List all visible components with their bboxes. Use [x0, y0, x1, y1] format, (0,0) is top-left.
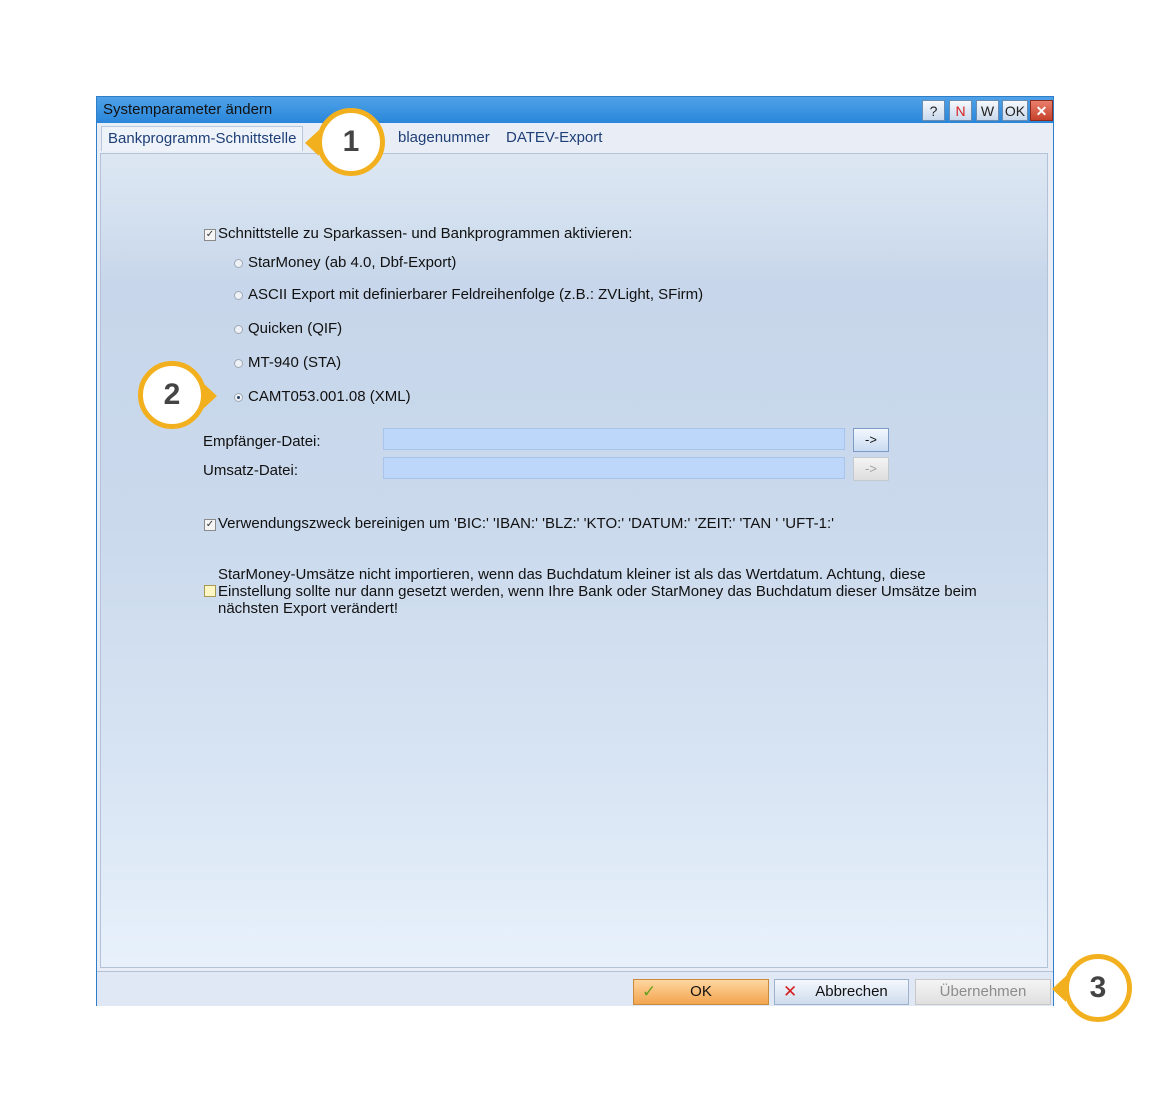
- empfaenger-datei-label: Empfänger-Datei:: [203, 433, 321, 450]
- enable-interface-label: Schnittstelle zu Sparkassen- und Bankprogrammen aktivieren:: [218, 225, 633, 242]
- cancel-button[interactable]: [774, 979, 909, 1005]
- w-button[interactable]: W: [976, 100, 999, 121]
- apply-button-label: Übernehmen: [939, 983, 1027, 1000]
- button-bar: [97, 971, 1053, 1006]
- empfaenger-datei-field[interactable]: [383, 428, 845, 450]
- title-bar: [97, 97, 1053, 123]
- option-ascii-label: ASCII Export mit definierbarer Feldreihenfolge (z.B.: ZVLight, SFirm): [248, 286, 704, 303]
- radio-quicken[interactable]: [234, 325, 243, 334]
- n-button[interactable]: N: [949, 100, 972, 121]
- umsatz-datei-label: Umsatz-Datei:: [203, 462, 299, 479]
- radio-mt940[interactable]: [234, 359, 243, 368]
- umsatz-datei-field[interactable]: [383, 457, 845, 479]
- radio-camt053[interactable]: [234, 393, 243, 402]
- starmoney-nicht-importieren-checkbox[interactable]: [204, 585, 216, 597]
- cancel-button-label: Abbrechen: [815, 983, 888, 1000]
- option-quicken-label: Quicken (QIF): [248, 320, 343, 337]
- ok-button-label: OK: [690, 983, 712, 1000]
- umsatz-browse-button[interactable]: ->: [853, 457, 889, 481]
- verwendungszweck-label: Verwendungszweck bereinigen um 'BIC:' 'IBAN:' 'BLZ:' 'KTO:' 'DATUM:' 'ZEIT:' 'TAN ' 'UFT-1:': [218, 515, 834, 532]
- starmoney-text-line-1: StarMoney-Umsätze nicht importieren, wenn das Buchdatum kleiner ist als das Wertdatum. Achtung, diese: [218, 566, 926, 583]
- option-starmoney-label: StarMoney (ab 4.0, Dbf-Export): [248, 254, 457, 271]
- title-ok-button[interactable]: OK: [1002, 100, 1028, 121]
- checkmark-icon: ✓: [642, 982, 657, 1001]
- callout-1: 1: [317, 108, 385, 176]
- callout-2: 2: [138, 361, 206, 429]
- tab-belegnummer[interactable]: blagenummer: [398, 129, 490, 146]
- window-title: Systemparameter ändern: [103, 101, 273, 118]
- ok-button[interactable]: [633, 979, 769, 1005]
- empfaenger-browse-button[interactable]: ->: [853, 428, 889, 452]
- starmoney-text-line-3: nächsten Export verändert!: [218, 600, 399, 617]
- tab-bankprogramm-schnittstelle[interactable]: Bankprogramm-Schnittstelle: [101, 126, 303, 151]
- starmoney-text-line-2: Einstellung sollte nur dann gesetzt werden, wenn Ihre Bank oder StarMoney das Buchdatum dieser Umsätze beim: [218, 583, 977, 600]
- help-button[interactable]: ?: [922, 100, 945, 121]
- systemparameter-dialog: [96, 96, 1054, 1006]
- apply-button[interactable]: [915, 979, 1051, 1005]
- enable-interface-checkbox[interactable]: ✓: [205, 229, 215, 240]
- radio-ascii-export[interactable]: [234, 291, 243, 300]
- option-camt053-label: CAMT053.001.08 (XML): [248, 388, 411, 405]
- radio-starmoney[interactable]: [234, 259, 243, 268]
- tab-datev-export[interactable]: DATEV-Export: [506, 129, 603, 146]
- callout-3: 3: [1064, 954, 1132, 1022]
- option-mt940-label: MT-940 (STA): [248, 354, 342, 371]
- cross-icon: ✕: [783, 982, 798, 1001]
- verwendungszweck-checkbox[interactable]: ✓: [205, 519, 215, 530]
- close-button[interactable]: ✕: [1030, 100, 1053, 121]
- settings-panel: [100, 153, 1048, 968]
- tab-strip: [97, 123, 1053, 153]
